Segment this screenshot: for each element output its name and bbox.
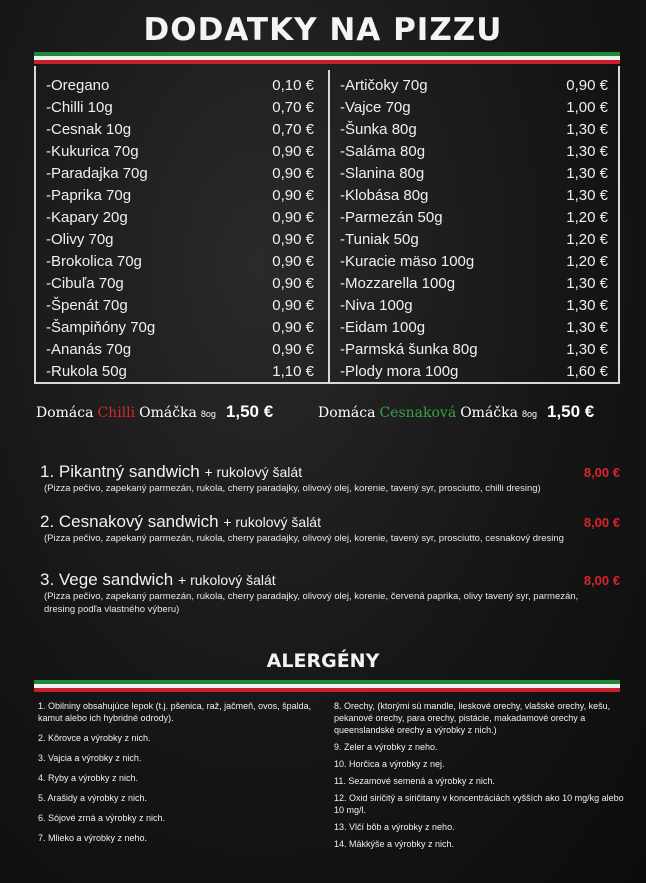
extra-item-price: 0,90 € (272, 208, 314, 226)
extra-item-name: -Eidam 100g (340, 318, 426, 336)
sandwich-item (40, 462, 630, 495)
extra-item-name: -Šampiňóny 70g (46, 318, 156, 336)
allergen-item: 6. Sójové zrná a výrobky z nich. (38, 813, 166, 823)
extra-item-name: -Šunka 80g (340, 120, 417, 138)
allergen-item: 13. Vlčí bôb a výrobky z neho. (334, 822, 455, 832)
sandwich-description: (Pizza pečivo, zapekaný parmezán, rukola, cherry paradajky, olivový olej, korenie, tavený syr, prosciutto, chilli dresing) (44, 483, 541, 494)
extra-item-price: 1,30 € (566, 142, 608, 160)
extra-item-name: -Paradajka 70g (46, 164, 148, 182)
extra-item (46, 360, 316, 382)
extra-item-price: 1,00 € (566, 98, 608, 116)
extra-item (340, 338, 610, 360)
sauce-name-garlic: Cesnaková (379, 405, 457, 421)
sandwich-price: 8,00 € (583, 573, 620, 588)
extra-item (46, 206, 316, 228)
sauce-suffix: Omáčka (139, 405, 197, 421)
sauce-price: 1,50 € (547, 402, 595, 421)
extra-item (340, 96, 610, 118)
extra-item-price: 1,20 € (566, 252, 608, 270)
extra-item (46, 74, 316, 96)
extra-item-name: -Brokolica 70g (46, 252, 142, 270)
extra-item (340, 118, 610, 140)
extra-item-price: 1,30 € (566, 296, 608, 314)
sandwich-description: (Pizza pečivo, zapekaný parmezán, rukola, cherry paradajky, olivový olej, korenie, červená paprika, olivy tavený syr, parmezán, dresing podľa vlastného výberu) (44, 591, 579, 615)
extra-item-name: -Niva 100g (340, 296, 413, 314)
extra-item-price: 0,90 € (272, 186, 314, 204)
extra-item-name: -Olivy 70g (46, 230, 114, 248)
sandwich-price: 8,00 € (583, 465, 620, 480)
allergen-item: 10. Horčica a výrobky z nej. (334, 759, 445, 769)
italian-flag-stripe-bottom (34, 680, 620, 692)
allergens-left-list (38, 700, 330, 852)
column-divider (328, 70, 330, 382)
allergen-item: 1. Obilniny obsahujúce lepok (t.j. pšenica, raž, jačmeň, ovos, špalda, kamut alebo ich hybridné odrody). (38, 701, 312, 723)
extra-item-name: -Plody mora 100g (340, 362, 459, 380)
sauce-price: 1,50 € (225, 402, 274, 421)
extra-item (46, 228, 316, 250)
sandwich-item (40, 512, 630, 545)
extra-item-name: -Cibuľa 70g (46, 274, 124, 292)
extra-item (340, 360, 610, 382)
extras-right-column (340, 74, 610, 382)
extra-item-price: 1,30 € (566, 274, 608, 292)
extra-item-name: -Rukola 50g (46, 362, 127, 380)
extra-item-price: 1,30 € (566, 340, 608, 358)
extra-item (340, 228, 610, 250)
extra-item (340, 74, 610, 96)
allergen-item: 5. Arašidy a výrobky z nich. (38, 793, 148, 803)
extra-item (340, 140, 610, 162)
extra-item-price: 0,90 € (272, 340, 314, 358)
allergen-item: 2. Kôrovce a výrobky z nich. (38, 733, 151, 743)
extra-item-price: 0,90 € (272, 164, 314, 182)
allergen-item: 12. Oxid siričitý a siričitany v koncentráciách vyšších ako 10 mg/kg alebo 10 mg/l. (334, 793, 624, 815)
allergen-item: 7. Mlieko a výrobky z neho. (38, 833, 148, 843)
extra-item-price: 1,30 € (566, 164, 608, 182)
sauce-name-chilli: Chilli (97, 405, 136, 421)
extra-item-name: -Chilli 10g (46, 98, 113, 116)
extra-item-name: -Oregano (46, 76, 110, 94)
allergen-item: 11. Sezamové semená a výrobky z nich. (334, 776, 495, 786)
sauce-weight: 8og (521, 409, 537, 419)
extra-item-price: 0,90 € (272, 296, 314, 314)
extra-item (46, 272, 316, 294)
extra-item-price: 0,90 € (272, 252, 314, 270)
extra-item-name: -Saláma 80g (340, 142, 426, 160)
extra-item (340, 184, 610, 206)
extra-item-price: 0,90 € (566, 76, 608, 94)
extra-item (46, 118, 316, 140)
extra-item-name: -Špenát 70g (46, 296, 128, 314)
extra-item (46, 294, 316, 316)
extra-item-price: 1,30 € (566, 120, 608, 138)
allergen-item: 4. Ryby a výrobky z nich. (38, 773, 139, 783)
extra-item-price: 0,90 € (272, 230, 314, 248)
extra-item-price: 1,10 € (272, 362, 314, 380)
extra-item-price: 0,10 € (272, 76, 314, 94)
extra-item (340, 206, 610, 228)
sandwich-price: 8,00 € (583, 515, 620, 530)
extra-item-name: -Artičoky 70g (340, 76, 428, 94)
sandwich-description: (Pizza pečivo, zapekaný parmezán, rukola, cherry paradajky, olivový olej, korenie, tavený syr, prosciutto, cesnakový dresing (44, 533, 564, 544)
extra-item-price: 0,70 € (272, 98, 314, 116)
extra-item-name: -Kukurica 70g (46, 142, 139, 160)
allergen-item: 9. Zeler a výrobky z neho. (334, 742, 438, 752)
sandwich-item (40, 570, 630, 616)
sauce-garlic (318, 402, 594, 422)
allergens-title: ALERGÉNY (266, 650, 380, 672)
extra-item (46, 162, 316, 184)
extras-left-column (46, 74, 316, 382)
extra-item (46, 96, 316, 118)
extra-item-name: -Slanina 80g (340, 164, 425, 182)
extra-item-price: 0,90 € (272, 142, 314, 160)
sauce-suffix: Omáčka (460, 405, 518, 421)
extra-item (340, 250, 610, 272)
extra-item-price: 0,70 € (272, 120, 314, 138)
allergen-item: 8. Orechy, (ktorými sú mandle, lieskové orechy, vlašské orechy, kešu, pekanové orechy, para orechy, pistácie, makadamové orechy a queenslandské orechy a výrobky z nich.) (334, 701, 611, 735)
extra-item (46, 250, 316, 272)
allergen-item: 14. Mäkkýše a výrobky z nich. (334, 839, 455, 849)
extra-item (340, 162, 610, 184)
extra-item-name: -Mozzarella 100g (340, 274, 456, 292)
extra-item-name: -Parmská šunka 80g (340, 340, 478, 358)
sandwich-name: 2. Cesnakový sandwich + rukolový šalát (40, 512, 321, 531)
italian-flag-stripe-top (34, 52, 620, 64)
extra-item-price: 0,90 € (272, 318, 314, 336)
extra-item-name: -Kuracie mäso 100g (340, 252, 475, 270)
page-title: DODATKY NA PIZZU (143, 12, 503, 48)
extra-item-name: -Ananás 70g (46, 340, 132, 358)
extra-item-price: 1,20 € (566, 208, 608, 226)
extra-item (46, 338, 316, 360)
extra-item-name: -Klobása 80g (340, 186, 429, 204)
extra-item (340, 272, 610, 294)
extra-item-name: -Kapary 20g (46, 208, 128, 226)
extra-item-name: -Vajce 70g (340, 98, 411, 116)
extra-item-name: -Parmezán 50g (340, 208, 443, 226)
sauce-prefix: Domáca (318, 405, 376, 421)
extra-item-name: -Tuniak 50g (340, 230, 419, 248)
extra-item-price: 0,90 € (272, 274, 314, 292)
extra-item-price: 1,30 € (566, 318, 608, 336)
extra-item-name: -Paprika 70g (46, 186, 132, 204)
sauce-prefix: Domáca (36, 405, 94, 421)
extra-item (46, 140, 316, 162)
extra-item (46, 184, 316, 206)
sandwich-name: 3. Vege sandwich + rukolový šalát (40, 570, 276, 589)
allergens-right-list (334, 700, 624, 855)
extra-item (340, 316, 610, 338)
sauce-chilli (36, 402, 273, 422)
extra-item (340, 294, 610, 316)
extra-item-price: 1,30 € (566, 186, 608, 204)
allergen-item: 3. Vajcia a výrobky z nich. (38, 753, 142, 763)
sauce-weight: 8og (200, 409, 216, 419)
extra-item-name: -Cesnak 10g (46, 120, 132, 138)
extra-item-price: 1,20 € (566, 230, 608, 248)
sandwich-name: 1. Pikantný sandwich + rukolový šalát (40, 462, 303, 481)
extra-item-price: 1,60 € (566, 362, 608, 380)
extra-item (46, 316, 316, 338)
